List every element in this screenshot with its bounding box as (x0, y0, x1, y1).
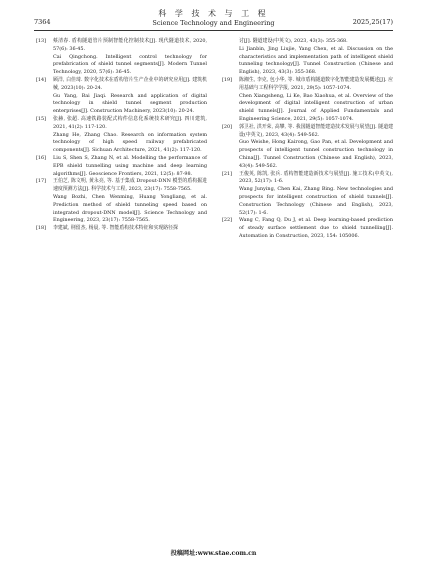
reference-column-left (36, 38, 207, 233)
reference-text-cn: 张赫, 张超. 高速铁路装配式构件信息化系统技术研究[J]. 四川建筑, 2021, 41(2): 117-120. (53, 115, 207, 130)
reference-number: [21] (222, 170, 233, 177)
reference-text-en: Cai Qingchong. Intelligent control technology for prefabrication of shield tunnel segments[J]. Modern Tunnel Technology, 2020, 57(6): 36-45. (53, 53, 207, 76)
reference-number: [16] (36, 154, 47, 161)
page-number: 7364 (34, 18, 51, 26)
reference-text-cn: 顾洋, 白佳琦. 数字化技术在盾构管片生产企业中的研究应用[J]. 建筑机械, 2023(10): 20-24. (53, 76, 207, 91)
reference-number: [19] (222, 76, 233, 83)
reference-item (36, 225, 207, 233)
reference-number: [20] (222, 123, 233, 130)
reference-number: [15] (36, 115, 47, 122)
reference-text-en: Wang Bozhi, Chen Wenming, Huang Yongliang, et al. Prediction method of shield tunneling speed based on integrated dropout-DNN model[J]. Science Technology and Engineering, 2023, 23(17): 7558-7565. (53, 193, 207, 224)
reference-number: [14] (36, 76, 47, 83)
reference-text-cn: 王俊英, 陈凯, 张兵. 盾构智能建造新技术与展望[J]. 施工技术(中英文), 2023, 52(17): 1-6. (239, 170, 393, 185)
reference-item (222, 217, 393, 240)
reference-text-cn: 蔡清春. 盾构隧道管片预制智能化控制技术[J]. 现代隧道技术, 2020, 57(6): 36-45. (53, 38, 207, 52)
issue-info: 2025,25(17) (352, 18, 393, 26)
reference-number: [13] (36, 38, 47, 44)
reference-number: [22] (222, 217, 233, 224)
reference-item (36, 116, 207, 155)
reference-text-en: Guo Weishe, Hong Kairong, Gao Pan, et al. Development and prospects of intelligent tunnel construction technology in China[J]. Tunnel Construction (Chinese and English), 2023, 43(4): 549-562. (239, 139, 393, 169)
reference-item (36, 178, 207, 225)
reference-continuation-cn: 讨[J]. 隧道建设(中英文), 2023, 43(3): 355-368. (239, 38, 348, 44)
reference-text-en: Liu S, Shen S, Zhang N, et al. Modelling the performance of EPB shield tunnelling using machine and deep learning algorithms[J]. Geoscience Frontiers, 2021, 12(5): 87-98. (53, 154, 207, 177)
reference-number: [18] (36, 225, 47, 232)
reference-text-cn: 李建斌, 荆留杰, 杨晨, 等. 智能盾构技术特征和实现路径探 (53, 225, 178, 232)
reference-item (36, 38, 207, 77)
reference-item (222, 171, 393, 218)
reference-text-cn: 王伯芝, 陈文明, 黄永亮, 等. 基于集成 Dropout-DNN 模型的盾构掘进速度预测方法[J]. 科学技术与工程, 2023, 23(17): 7558-7565. (53, 178, 207, 193)
reference-item (36, 77, 207, 116)
reference-text-en: Zhang He, Zhang Chao. Research on information system technology of high speed railway prefabricated components[J]. Sichuan Architecture, 2021, 41(2): 117-120. (53, 131, 207, 154)
reference-continuation-en: Li Jianbin, Jing Liujie, Yang Chen, et al. Discussion on the characteristics and implementation path of intelligent shield tunneling technology[J]. Tunnel Construction (Chinese and English), 2023, 43(3): 355-368. (239, 45, 393, 76)
reference-item (222, 124, 393, 171)
header-rule (34, 30, 393, 31)
journal-title-en: Science Technology and Engineering (152, 19, 275, 27)
reference-text-en: Wang C, Fang Q, Du J, et al. Deep learning-based prediction of steady surface settlement due to shield tunnelling[J]. Automation in Construction, 2023, 154: 105006. (239, 217, 393, 239)
reference-text-cn: 郭卫社, 洪开荣, 高攀, 等. 我国隧道智能建造技术发展与展望[J]. 隧道建设(中英文), 2023, 43(4): 549-562. (239, 123, 393, 138)
reference-text-en: Chen Xiangsheng, Li Ke, Bao Xiaohua, et al. Overview of the development of digital intelligent construction of urban shield tunnels[J]. Journal of Applied Fundamentals and Engineering Science, 2021, 29(5): 1057-1074. (239, 92, 393, 122)
journal-title-cn: 科 学 技 术 与 工 程 (158, 9, 269, 18)
reference-text-cn: 陈湘生, 李克, 包小华, 等. 城市盾构隧道数字化智能建造发展概述[J]. 应用基础与工程科学学报, 2021, 29(5): 1057-1074. (239, 76, 393, 91)
reference-text-en: Wang Junying, Chen Kai, Zhang Bing. New technologies and prospects for intelligent construction of shield tunnels[J]. Construction Technology (Chinese and English), 2023, 52(17): 1-6. (239, 186, 393, 216)
submission-url: 投稿网址:www.stae.com.cn (170, 550, 257, 557)
reference-column-right (222, 38, 393, 241)
reference-number: [17] (36, 178, 47, 185)
reference-item (222, 77, 393, 124)
reference-item (36, 155, 207, 178)
reference-text-en: Gu Yang, Bai Jiaqi. Research and application of digital technology in shield tunnel segment production enterprises[J]. Construction Machinery, 2023(10): 20-24. (53, 92, 207, 115)
